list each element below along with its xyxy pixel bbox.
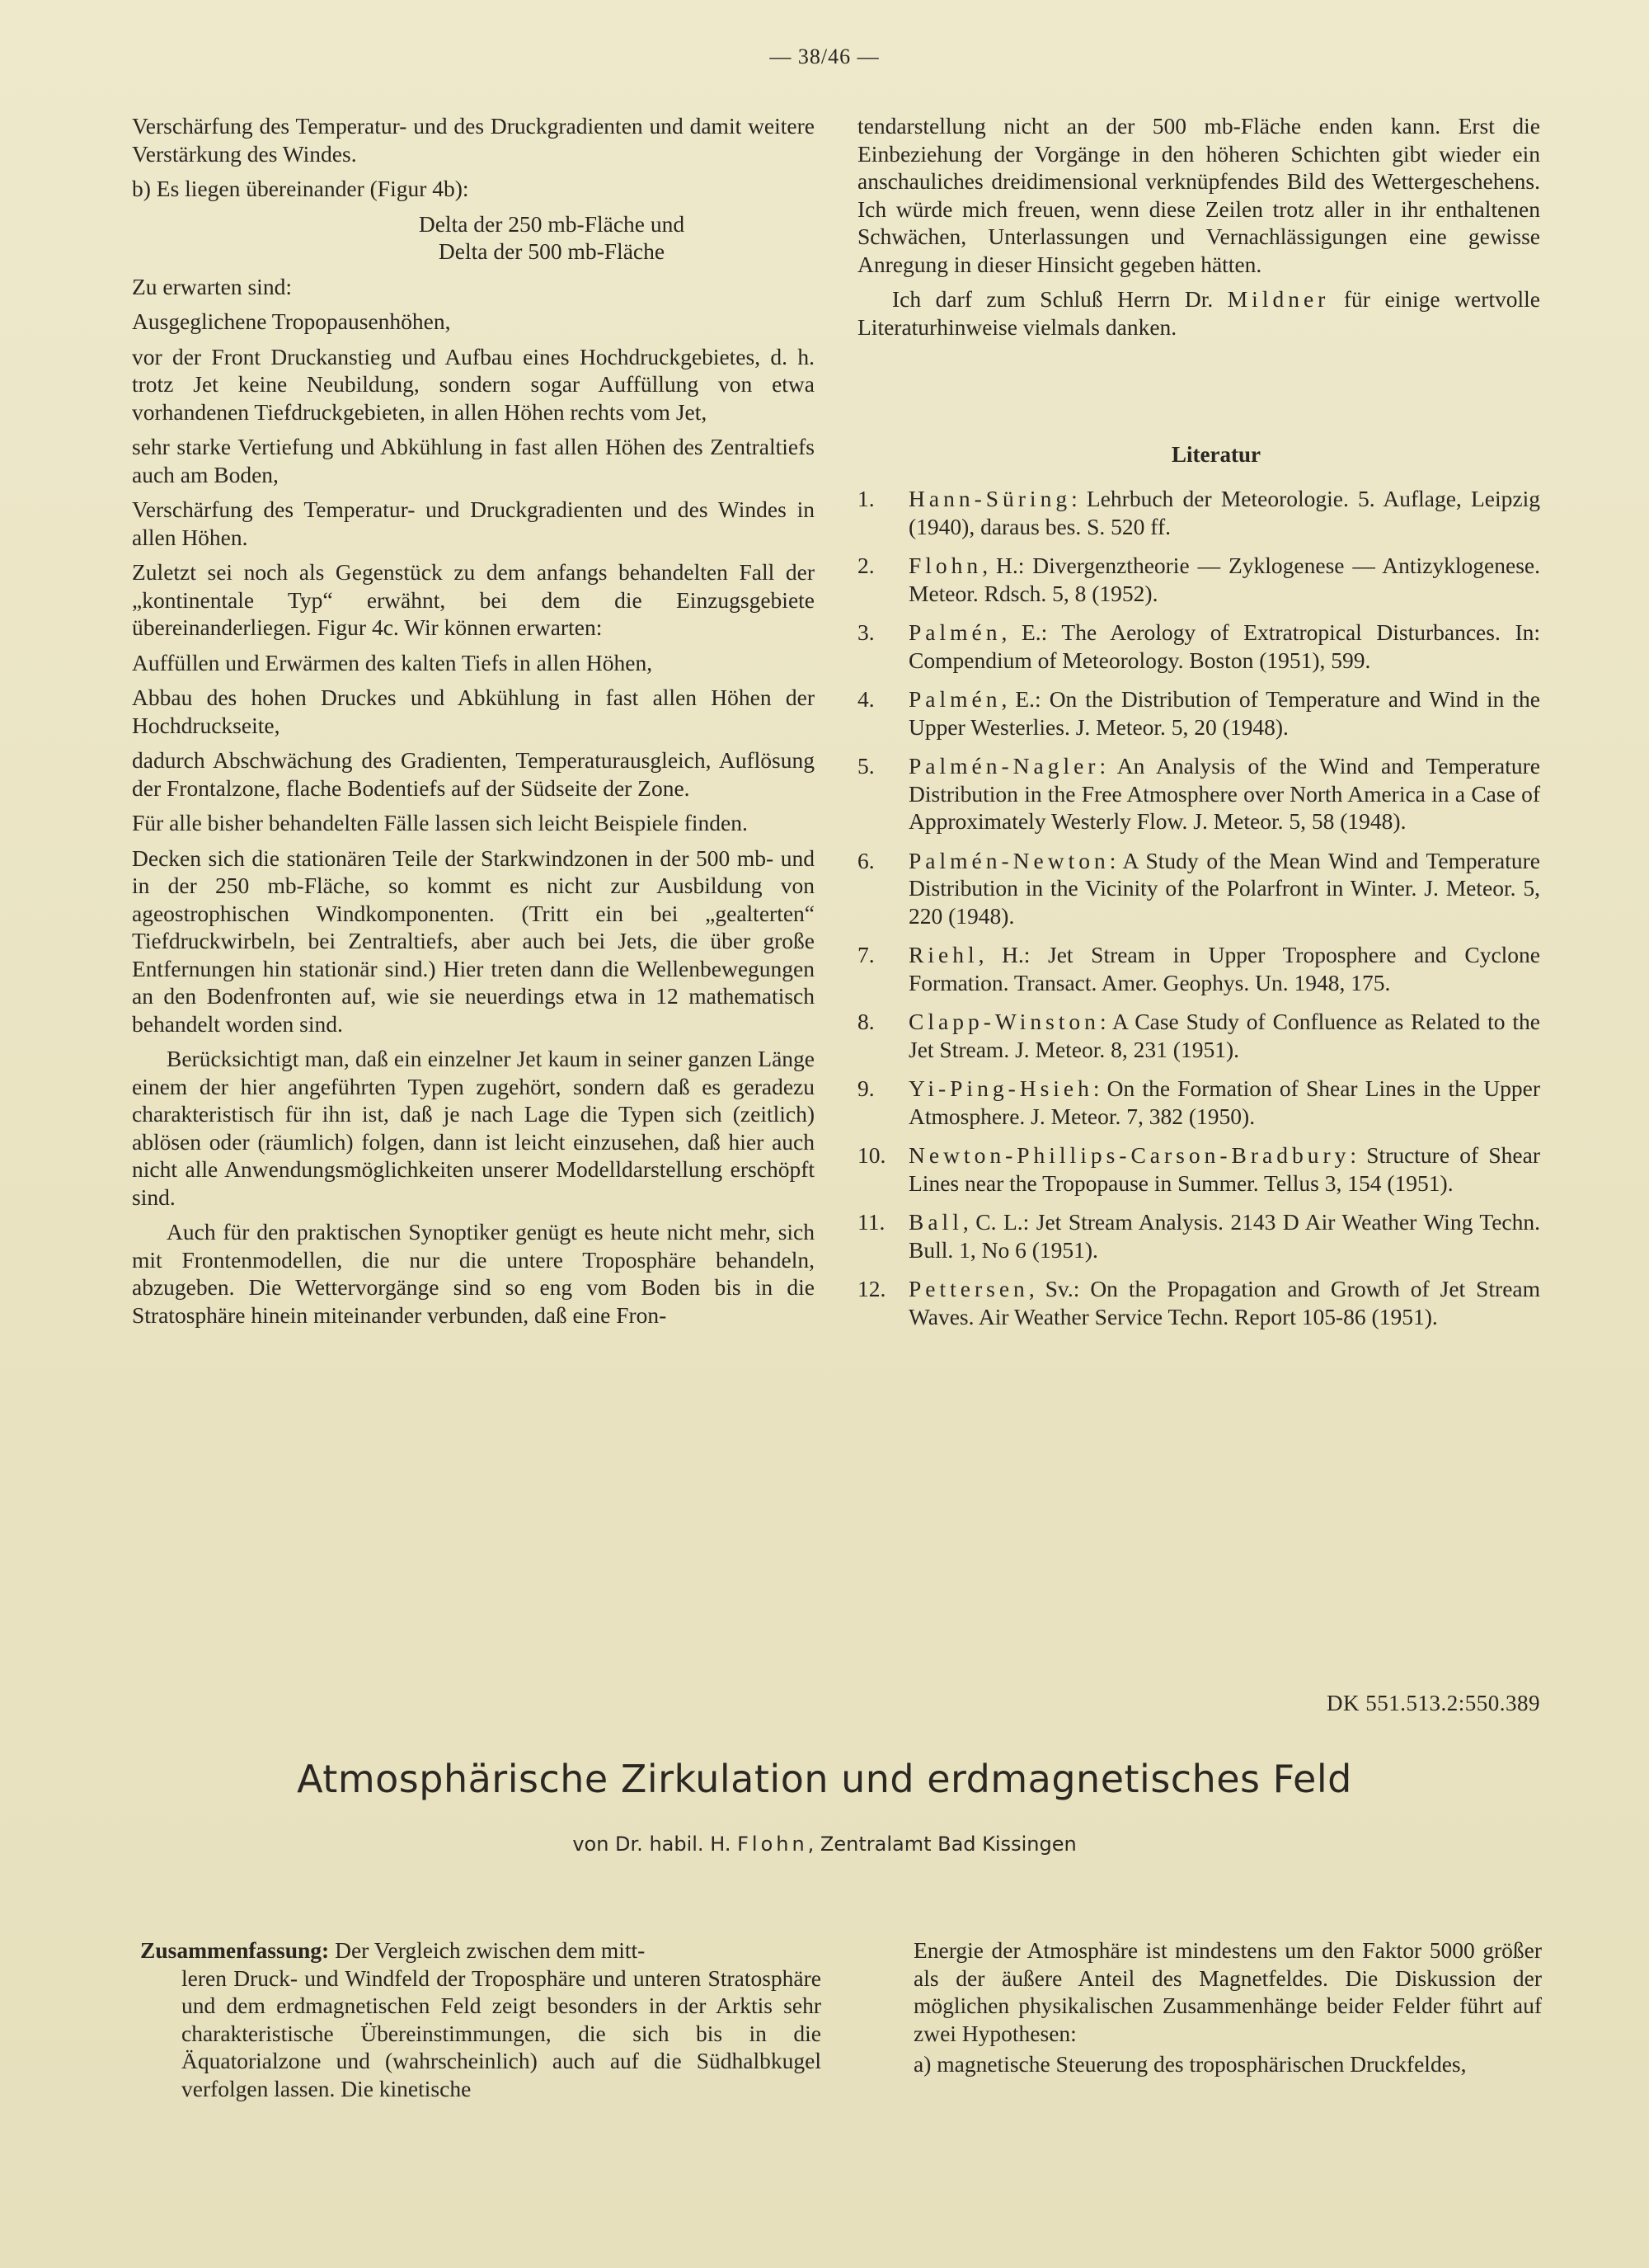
literature-item <box>857 1008 1540 1063</box>
byline <box>0 1833 1649 1856</box>
paragraph: Decken sich die stationären Teile der Starkwindzonen in der 500 mb- und in der 250 mb-Fläche, so kommt es nicht zur Ausbildung von ageostrophischen Windkomponenten. (Tritt ein bei „gealterten“ Tiefdruckwirbeln, bei Zentraltiefs, aber auch bei Jets, die über große Entfernungen hin stationär sind.) Hier treten dann die Wellenbewegungen an den Bodenfronten auf, wie sie neuerdings etwa in 12 mathematisch behandelt worden sind. <box>132 845 815 1037</box>
ref-author: Yi-Ping-Hsieh <box>909 1075 1093 1101</box>
ref-number: 8. <box>857 1009 875 1034</box>
paragraph: Zu erwarten sind: <box>132 273 292 299</box>
ref-author: Clapp-Winston <box>909 1009 1100 1034</box>
paragraph: Verschärfung des Temperatur- und des Druckgradienten und damit weitere Verstärkung des Windes. <box>132 113 815 167</box>
summary-text: Energie der Atmosphäre ist mindestens um den Faktor 5000 größer als der äußere Anteil des Magnetfeldes. Die Diskussion der möglichen physikalischen Zusammenhänge beider Felder führt auf zwei Hypothesen: <box>914 1937 1542 2046</box>
literature-item <box>857 752 1540 835</box>
ref-number: 9. <box>857 1075 875 1101</box>
literature-item <box>857 1208 1540 1263</box>
ref-text: : A Case Study of Confluence as Related to the Jet Stream. J. Meteor. 8, 231 (1951). <box>909 1009 1540 1062</box>
ref-text: , E.: The Aerology of Extratropical Disturbances. In: Compendium of Meteorology. Boston (1951), 599. <box>909 619 1540 673</box>
ref-author: Palmén <box>909 619 1002 645</box>
paragraph: Zuletzt sei noch als Gegenstück zu dem anfangs behandelten Fall der „kontinentale Typ“ erwähnt, bei dem die Einzugsgebiete übereinanderliegen. Figur 4c. Wir können erwarten: <box>132 559 815 640</box>
ack-name: Mildner <box>1227 286 1330 312</box>
acknowledgement <box>857 285 1540 341</box>
paragraph: Berücksichtigt man, daß ein einzelner Jet kaum in seiner ganzen Länge einem der hier angeführten Typen zugehört, sondern daß es geradezu charakteristisch für ihn ist, daß je nach Lage die Typen sich (zeitlich) ablösen oder (räumlich) folgen, dann ist leicht einzusehen, daß hier auch nicht alle Anwendungsmöglichkeiten unserer Modelldarstellung erschöpft sind. <box>132 1046 815 1210</box>
ref-text: , H.: Divergenztheorie — Zyklogenese — Antizyklogenese. Meteor. Rdsch. 5, 8 (1952). <box>909 553 1540 606</box>
ref-number: 2. <box>857 553 875 578</box>
right-column <box>857 112 1540 348</box>
paragraph: Auffüllen und Erwärmen des kalten Tiefs in allen Höhen, <box>132 649 653 675</box>
paragraph: Für alle bisher behandelten Fälle lassen sich leicht Beispiele finden. <box>132 810 748 835</box>
literature-item <box>857 941 1540 996</box>
ref-author: Palmén <box>909 686 1002 712</box>
ref-text: , Sv.: On the Propagation and Growth of Jet Stream Waves. Air Weather Service Techn. Report 105-86 (1951). <box>909 1276 1540 1329</box>
ref-number: 12. <box>857 1276 886 1301</box>
page-number: — 38/46 — <box>769 45 880 68</box>
ref-author: Ball <box>909 1209 963 1235</box>
literature-item <box>857 1141 1540 1197</box>
ref-text: : An Analysis of the Wind and Temperature Distribution in the Free Atmosphere over North America in a Case of Approximately Westerly Flow. J. Meteor. 5, 58 (1948). <box>909 753 1540 834</box>
ref-text: , C. L.: Jet Stream Analysis. 2143 D Air Weather Wing Techn. Bull. 1, No 6 (1951). <box>909 1209 1540 1263</box>
left-column <box>132 112 815 1336</box>
literature-list <box>857 485 1540 1342</box>
ref-number: 6. <box>857 847 875 873</box>
ref-text: : Structure of Shear Lines near the Tropopause in Summer. Tellus 3, 154 (1951). <box>909 1142 1540 1196</box>
hypothesis-a: a) magnetische Steuerung des troposphärischen Druckfeldes, <box>914 2051 1467 2077</box>
literature-item <box>857 619 1540 674</box>
article-title: Atmosphärische Zirkulation und erdmagnetisches Feld <box>297 1757 1352 1801</box>
summary-left <box>140 1936 821 2102</box>
ref-number: 11. <box>857 1209 886 1235</box>
literature-item <box>857 485 1540 540</box>
formula-line: Delta der 250 mb-Fläche und <box>418 210 685 237</box>
ack-text: Ich darf zum Schluß Herrn Dr. <box>892 286 1214 312</box>
literature-item <box>857 1075 1540 1130</box>
literature-item <box>857 552 1540 607</box>
byline-author: Flohn <box>737 1833 808 1856</box>
paragraph: tendarstellung nicht an der 500 mb-Fläche enden kann. Erst die Einbeziehung der Vorgänge in den höheren Schichten gibt wieder ein anschauliches dreidimensional verknüpfendes Bild des Wettergeschehens. Ich würde mich freuen, wenn diese Zeilen trotz aller in ihr enthaltenen Schwächen, Unterlassungen und Vernachlässigungen eine gewisse Anregung in dieser Hinsicht gegeben hätten. <box>857 113 1540 277</box>
ref-author: Flohn <box>909 553 983 578</box>
literature-item <box>857 1275 1540 1330</box>
ref-author: Hann-Süring <box>909 486 1072 511</box>
ref-author: Riehl <box>909 942 979 967</box>
paragraph: Auch für den praktischen Synoptiker genügt es heute nicht mehr, sich mit Frontenmodellen, die nur die untere Troposphäre behandeln, abzugeben. Die Wettervorgänge sind so eng vom Boden bis in die Stratosphäre hinein miteinander verbunden, daß eine Fron- <box>132 1219 815 1328</box>
literature-item <box>857 685 1540 741</box>
ref-text: , E.: On the Distribution of Temperature and Wind in the Upper Westerlies. J. Meteor. 5, 20 (1948). <box>909 686 1540 740</box>
paragraph: b) Es liegen übereinander (Figur 4b): <box>132 176 469 201</box>
dk-classification: DK 551.513.2:550.389 <box>1327 1691 1540 1715</box>
ref-author: Palmén-Newton <box>909 847 1110 873</box>
ref-author: Palmén-Nagler <box>909 753 1100 779</box>
ref-text: : On the Formation of Shear Lines in the Upper Atmosphere. J. Meteor. 7, 382 (1950). <box>909 1075 1540 1129</box>
ref-number: 4. <box>857 686 875 712</box>
ref-number: 7. <box>857 942 875 967</box>
paragraph: Ausgeglichene Tropopausenhöhen, <box>132 308 451 334</box>
ref-number: 5. <box>857 753 875 779</box>
literature-heading: Literatur <box>1172 442 1261 467</box>
ref-author: Newton-Phillips-Carson-Bradbury <box>909 1142 1351 1168</box>
paragraph: Verschärfung des Temperatur- und Druckgradienten und des Windes in allen Höhen. <box>132 496 815 550</box>
formula-line: Delta der 500 mb-Fläche <box>438 238 665 264</box>
ref-number: 1. <box>857 486 875 511</box>
ref-text: : A Study of the Mean Wind and Temperature Distribution in the Vicinity of the Polarfront in Winter. J. Meteor. 5, 220 (1948). <box>909 847 1540 929</box>
literature-item <box>857 847 1540 930</box>
ack-text: für einige wertvolle Literaturhinweise vielmals danken. <box>857 286 1540 340</box>
byline-affiliation: , Zentralamt Bad Kissingen <box>807 1833 1077 1856</box>
summary-first-line <box>140 1936 821 1965</box>
summary-right <box>914 1936 1542 2078</box>
paragraph: vor der Front Druckanstieg und Aufbau eines Hochdruckgebietes, d. h. trotz Jet keine Neubildung, sondern sogar Auffüllung von etwa vorhandenen Tiefdruckgebieten, in allen Höhen rechts vom Jet, <box>132 343 815 425</box>
summary-label: Zusammenfassung: <box>140 1937 330 1963</box>
ref-number: 3. <box>857 619 875 645</box>
ref-number: 10. <box>857 1142 886 1168</box>
ref-text: : Lehrbuch der Meteorologie. 5. Auflage, Leipzig (1940), daraus bes. S. 520 ff. <box>909 486 1540 539</box>
paragraph: sehr starke Vertiefung und Abkühlung in fast allen Höhen des Zentraltiefs auch am Boden, <box>132 434 815 487</box>
paragraph: Abbau des hohen Druckes und Abkühlung in fast allen Höhen der Hochdruckseite, <box>132 685 815 738</box>
byline-prefix: von Dr. habil. H. <box>572 1833 731 1856</box>
summary-text: Der Vergleich zwischen dem mitt- <box>329 1937 646 1963</box>
summary-text: leren Druck- und Windfeld der Troposphäre und unteren Stratosphäre und dem erdmagnetischen Feld zeigt besonders in der Arktis sehr charakteristische Übereinstimmungen, die sich bis in die Äquatorialzone und (wahrscheinlich) auch auf die Südhalbkugel verfolgen lassen. Die kinetische <box>181 1965 821 2101</box>
ref-author: Pettersen <box>909 1276 1029 1301</box>
ref-text: , H.: Jet Stream in Upper Troposphere and Cyclone Formation. Transact. Amer. Geophys. Un. 1948, 175. <box>909 942 1540 995</box>
paragraph: dadurch Abschwächung des Gradienten, Temperaturausgleich, Auflösung der Frontalzone, flache Bodentiefs auf der Südseite der Zone. <box>132 747 815 801</box>
